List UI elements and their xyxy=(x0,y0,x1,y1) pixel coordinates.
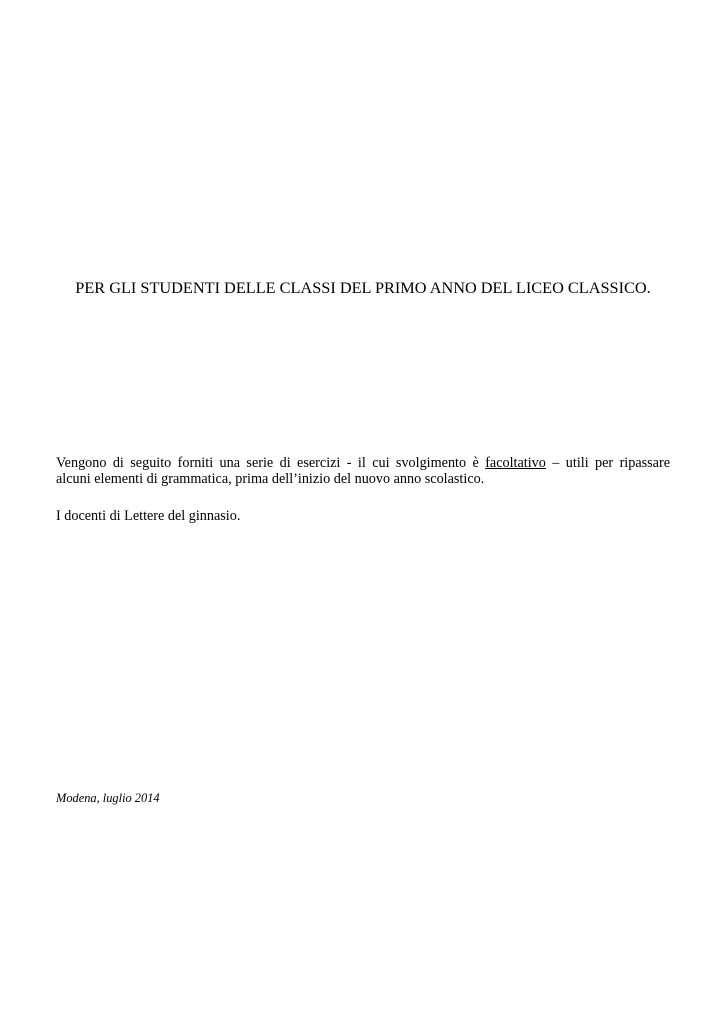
intro-text-after: – utili per ripassare xyxy=(545,455,670,471)
optional-emphasis: facoltativo xyxy=(485,455,546,471)
page-title: PER GLI STUDENTI DELLE CLASSI DEL PRIMO ANNO DEL LICEO CLASSICO. xyxy=(75,278,651,297)
intro-line-2: alcuni elementi di grammatica, prima dell’inizio del nuovo anno scolastico. xyxy=(56,471,485,487)
intro-paragraph xyxy=(56,455,670,487)
place-date: Modena, luglio 2014 xyxy=(56,791,160,805)
intro-text-before: Vengono di seguito forniti una serie di esercizi - il cui svolgimento è xyxy=(56,455,486,471)
signature-line: I docenti di Lettere del ginnasio. xyxy=(56,508,241,524)
intro-line-1 xyxy=(56,455,670,471)
